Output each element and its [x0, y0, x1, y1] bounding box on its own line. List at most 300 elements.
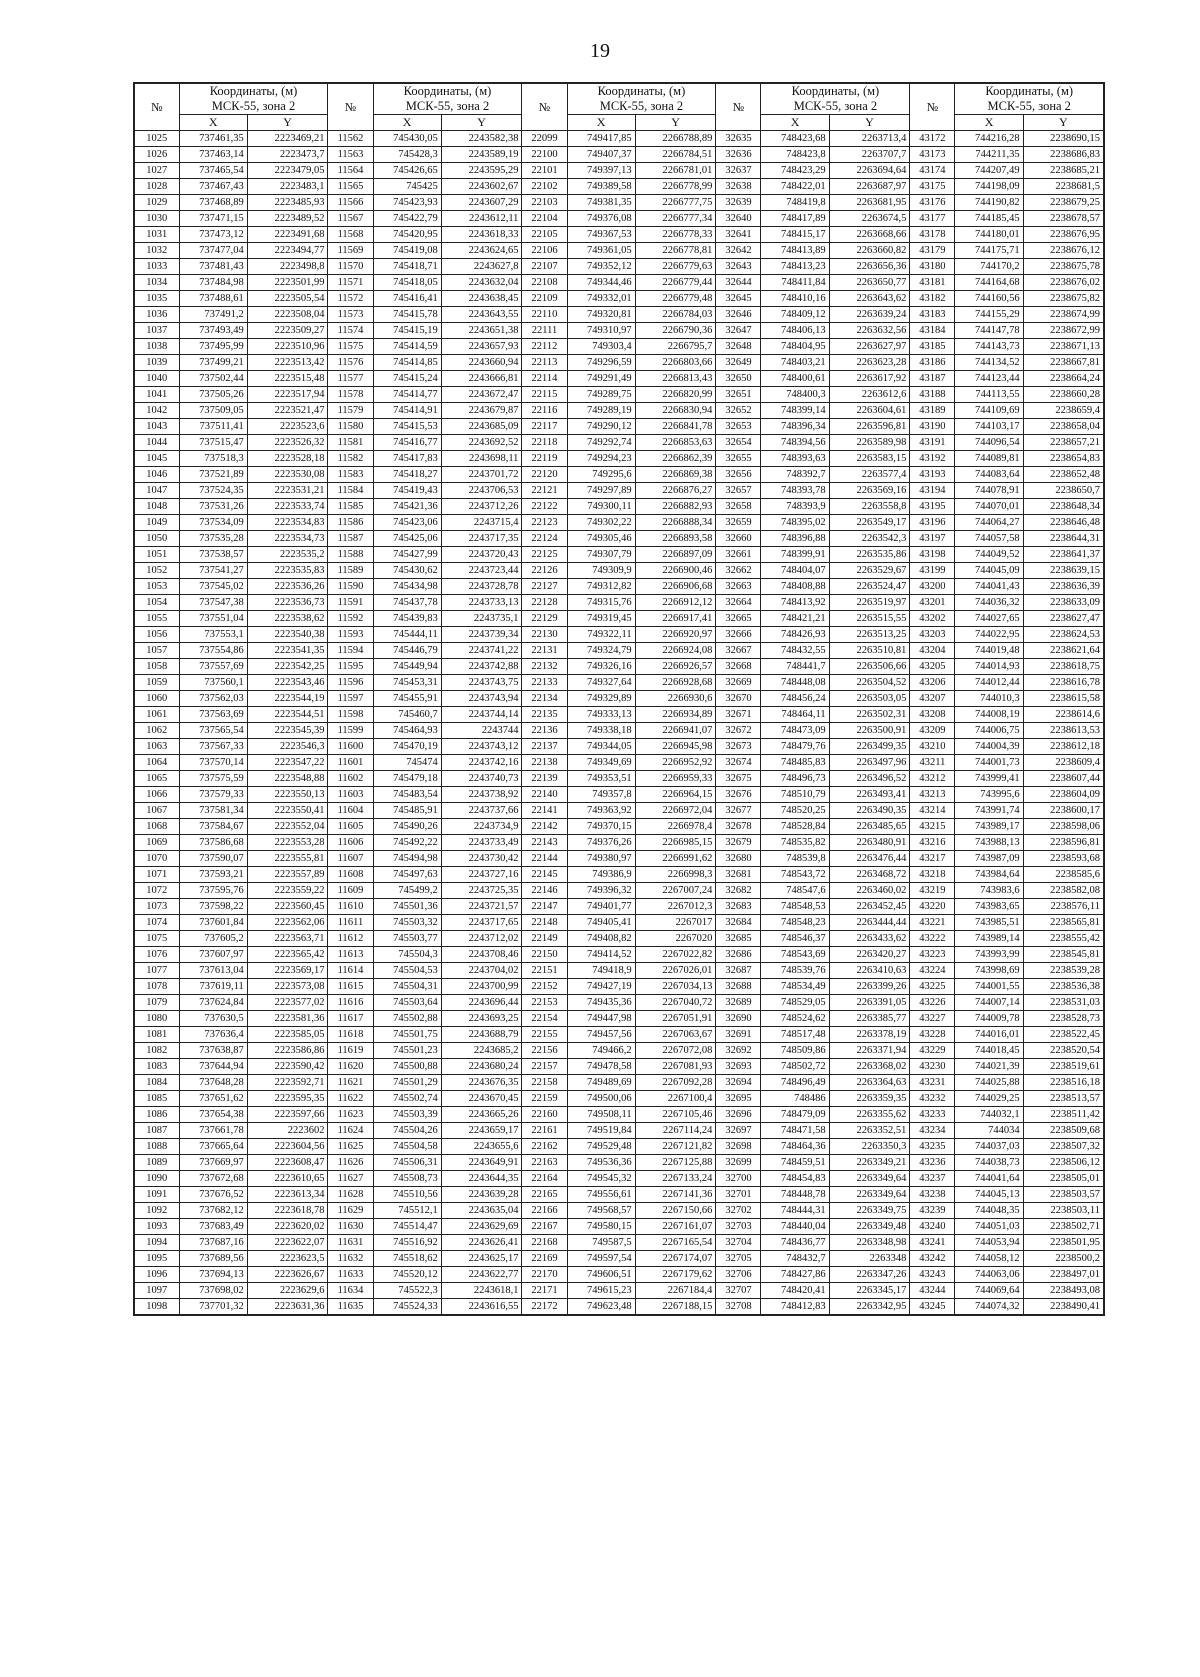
point-number: 22139 — [522, 771, 567, 787]
header-y: Y — [1023, 115, 1104, 131]
point-number: 22147 — [522, 899, 567, 915]
coord-x: 748454,83 — [761, 1171, 829, 1187]
coord-x: 749447,98 — [567, 1011, 635, 1027]
header-coordinates-title: Координаты, (м) — [209, 84, 298, 98]
coord-x: 737554,86 — [179, 643, 247, 659]
point-number: 22113 — [522, 355, 567, 371]
coord-y: 2263490,35 — [829, 803, 910, 819]
point-number: 32638 — [716, 179, 761, 195]
point-number: 32662 — [716, 563, 761, 579]
coord-y: 2263391,05 — [829, 995, 910, 1011]
point-number: 43230 — [910, 1059, 955, 1075]
point-number: 32669 — [716, 675, 761, 691]
table-row — [134, 291, 1104, 307]
table-row — [134, 131, 1104, 147]
point-number: 22114 — [522, 371, 567, 387]
point-number: 32700 — [716, 1171, 761, 1187]
table-row — [134, 483, 1104, 499]
point-number: 43204 — [910, 643, 955, 659]
point-number: 43199 — [910, 563, 955, 579]
coord-x: 748421,21 — [761, 611, 829, 627]
point-number: 1058 — [134, 659, 179, 675]
point-number: 11609 — [328, 883, 373, 899]
point-number: 22138 — [522, 755, 567, 771]
header-x: X — [761, 115, 829, 131]
coord-x: 737581,34 — [179, 803, 247, 819]
coord-y: 2243616,55 — [441, 1299, 522, 1316]
coord-y: 2243712,26 — [441, 499, 522, 515]
coord-x: 737654,38 — [179, 1107, 247, 1123]
point-number: 43216 — [910, 835, 955, 851]
coord-y: 2266779,48 — [635, 291, 716, 307]
point-number: 22118 — [522, 435, 567, 451]
point-number: 11588 — [328, 547, 373, 563]
coord-x: 748486 — [761, 1091, 829, 1107]
coord-x: 737565,54 — [179, 723, 247, 739]
header-x: X — [955, 115, 1023, 131]
coord-x: 737541,27 — [179, 563, 247, 579]
coord-y: 2238607,44 — [1023, 771, 1104, 787]
coord-x: 744198,09 — [955, 179, 1023, 195]
coord-x: 749396,32 — [567, 883, 635, 899]
coord-y: 2238614,6 — [1023, 707, 1104, 723]
point-number: 1061 — [134, 707, 179, 723]
point-number: 11563 — [328, 147, 373, 163]
point-number: 43194 — [910, 483, 955, 499]
point-number: 11592 — [328, 611, 373, 627]
point-number: 32637 — [716, 163, 761, 179]
coord-x: 744018,45 — [955, 1043, 1023, 1059]
point-number: 43187 — [910, 371, 955, 387]
coord-x: 745501,36 — [373, 899, 441, 915]
point-number: 11566 — [328, 195, 373, 211]
coord-y: 2263627,97 — [829, 339, 910, 355]
point-number: 32667 — [716, 643, 761, 659]
coord-x: 748539,8 — [761, 851, 829, 867]
point-number: 22145 — [522, 867, 567, 883]
coord-x: 737669,97 — [179, 1155, 247, 1171]
coord-y: 2243582,38 — [441, 131, 522, 147]
coord-x: 745508,73 — [373, 1171, 441, 1187]
coord-x: 745414,91 — [373, 403, 441, 419]
coord-y: 2266790,36 — [635, 323, 716, 339]
point-number: 1035 — [134, 291, 179, 307]
coord-x: 745501,75 — [373, 1027, 441, 1043]
coord-y: 2238565,81 — [1023, 915, 1104, 931]
point-number: 43238 — [910, 1187, 955, 1203]
coord-y: 2266930,6 — [635, 691, 716, 707]
coord-y: 2266998,3 — [635, 867, 716, 883]
coord-y: 2223550,13 — [247, 787, 328, 803]
coord-y: 2263535,86 — [829, 547, 910, 563]
coord-y: 2263378,19 — [829, 1027, 910, 1043]
point-number: 32691 — [716, 1027, 761, 1043]
point-number: 32692 — [716, 1043, 761, 1059]
point-number: 1062 — [134, 723, 179, 739]
coord-x: 748543,72 — [761, 867, 829, 883]
coord-x: 748415,17 — [761, 227, 829, 243]
coord-x: 748404,07 — [761, 563, 829, 579]
coord-x: 737461,35 — [179, 131, 247, 147]
table-row — [134, 1299, 1104, 1316]
point-number: 32668 — [716, 659, 761, 675]
coord-y: 2266830,94 — [635, 403, 716, 419]
coord-y: 2223483,1 — [247, 179, 328, 195]
point-number: 1050 — [134, 531, 179, 547]
table-row — [134, 787, 1104, 803]
point-number: 22141 — [522, 803, 567, 819]
point-number: 1039 — [134, 355, 179, 371]
point-number: 11594 — [328, 643, 373, 659]
coord-x: 749397,13 — [567, 163, 635, 179]
point-number: 43236 — [910, 1155, 955, 1171]
point-number: 11614 — [328, 963, 373, 979]
coord-x: 748393,78 — [761, 483, 829, 499]
coord-y: 2263502,31 — [829, 707, 910, 723]
coord-x: 744147,78 — [955, 323, 1023, 339]
point-number: 1074 — [134, 915, 179, 931]
point-number: 11635 — [328, 1299, 373, 1316]
coord-x: 745449,94 — [373, 659, 441, 675]
coord-y: 2238660,28 — [1023, 387, 1104, 403]
point-number: 43203 — [910, 627, 955, 643]
point-number: 43217 — [910, 851, 955, 867]
coord-x: 745414,77 — [373, 387, 441, 403]
coord-y: 2266972,04 — [635, 803, 716, 819]
point-number: 43215 — [910, 819, 955, 835]
coord-x: 749302,22 — [567, 515, 635, 531]
point-number: 11578 — [328, 387, 373, 403]
point-number: 32708 — [716, 1299, 761, 1316]
header-x: X — [567, 115, 635, 131]
coord-x: 749329,89 — [567, 691, 635, 707]
coord-y: 2223581,36 — [247, 1011, 328, 1027]
coord-y: 2266784,51 — [635, 147, 716, 163]
coord-y: 2266964,15 — [635, 787, 716, 803]
coord-x: 737605,2 — [179, 931, 247, 947]
table-row — [134, 1155, 1104, 1171]
coord-y: 2263410,63 — [829, 963, 910, 979]
point-number: 1088 — [134, 1139, 179, 1155]
coord-y: 2243708,46 — [441, 947, 522, 963]
coord-x: 745470,19 — [373, 739, 441, 755]
coord-x: 737607,97 — [179, 947, 247, 963]
point-number: 32643 — [716, 259, 761, 275]
point-number: 1037 — [134, 323, 179, 339]
point-number: 11576 — [328, 355, 373, 371]
coord-y: 2263496,52 — [829, 771, 910, 787]
coord-y: 2263468,72 — [829, 867, 910, 883]
coord-y: 2238612,18 — [1023, 739, 1104, 755]
coord-x: 748534,49 — [761, 979, 829, 995]
point-number: 1079 — [134, 995, 179, 1011]
coord-y: 2238555,42 — [1023, 931, 1104, 947]
coord-x: 748411,84 — [761, 275, 829, 291]
coord-x: 737648,28 — [179, 1075, 247, 1091]
point-number: 32688 — [716, 979, 761, 995]
coord-y: 2243685,2 — [441, 1043, 522, 1059]
coord-x: 748404,95 — [761, 339, 829, 355]
coord-x: 748548,23 — [761, 915, 829, 931]
point-number: 11628 — [328, 1187, 373, 1203]
coord-x: 737534,09 — [179, 515, 247, 531]
table-row — [134, 1235, 1104, 1251]
table-row — [134, 963, 1104, 979]
point-number: 43220 — [910, 899, 955, 915]
point-number: 1087 — [134, 1123, 179, 1139]
table-row — [134, 451, 1104, 467]
coord-y: 2238505,01 — [1023, 1171, 1104, 1187]
coord-y: 2243725,35 — [441, 883, 522, 899]
coord-y: 2267081,93 — [635, 1059, 716, 1075]
coord-y: 2238624,53 — [1023, 627, 1104, 643]
point-number: 11598 — [328, 707, 373, 723]
coord-x: 744012,44 — [955, 675, 1023, 691]
point-number: 1080 — [134, 1011, 179, 1027]
coord-y: 2266928,68 — [635, 675, 716, 691]
point-number: 32665 — [716, 611, 761, 627]
coord-y: 2263480,91 — [829, 835, 910, 851]
point-number: 1081 — [134, 1027, 179, 1043]
coord-y: 2238639,15 — [1023, 563, 1104, 579]
point-number: 43212 — [910, 771, 955, 787]
coord-x: 749305,46 — [567, 531, 635, 547]
coord-y: 2243680,24 — [441, 1059, 522, 1075]
coord-y: 2243639,28 — [441, 1187, 522, 1203]
coord-x: 737468,89 — [179, 195, 247, 211]
coord-x: 748393,9 — [761, 499, 829, 515]
point-number: 1078 — [134, 979, 179, 995]
coord-y: 2238681,5 — [1023, 179, 1104, 195]
point-number: 43231 — [910, 1075, 955, 1091]
point-number: 11610 — [328, 899, 373, 915]
point-number: 11633 — [328, 1267, 373, 1283]
coord-y: 2223534,83 — [247, 515, 328, 531]
coord-y: 2266945,98 — [635, 739, 716, 755]
coord-x: 745437,78 — [373, 595, 441, 611]
point-number: 1093 — [134, 1219, 179, 1235]
coord-y: 2238672,99 — [1023, 323, 1104, 339]
table-row — [134, 1171, 1104, 1187]
coord-x: 745512,1 — [373, 1203, 441, 1219]
point-number: 32689 — [716, 995, 761, 1011]
point-number: 22170 — [522, 1267, 567, 1283]
point-number: 22130 — [522, 627, 567, 643]
point-number: 32672 — [716, 723, 761, 739]
point-number: 32686 — [716, 947, 761, 963]
coord-x: 737694,13 — [179, 1267, 247, 1283]
point-number: 22110 — [522, 307, 567, 323]
coord-y: 2238497,01 — [1023, 1267, 1104, 1283]
point-number: 22135 — [522, 707, 567, 723]
coord-x: 748396,34 — [761, 419, 829, 435]
header-x: X — [373, 115, 441, 131]
point-number: 43229 — [910, 1043, 955, 1059]
coord-x: 748440,04 — [761, 1219, 829, 1235]
coord-x: 745518,62 — [373, 1251, 441, 1267]
table-row — [134, 1203, 1104, 1219]
point-number: 11612 — [328, 931, 373, 947]
point-number: 32651 — [716, 387, 761, 403]
coord-y: 2223562,06 — [247, 915, 328, 931]
coord-x: 748444,31 — [761, 1203, 829, 1219]
coord-x: 744057,58 — [955, 531, 1023, 547]
point-number: 11573 — [328, 307, 373, 323]
coordinates-table — [133, 82, 1105, 1316]
header-coordinates — [179, 83, 328, 115]
coord-y: 2238616,78 — [1023, 675, 1104, 691]
point-number: 32663 — [716, 579, 761, 595]
coord-y: 2266906,68 — [635, 579, 716, 595]
point-number: 22106 — [522, 243, 567, 259]
coord-y: 2243685,09 — [441, 419, 522, 435]
coord-x: 743989,14 — [955, 931, 1023, 947]
coord-y: 2266869,38 — [635, 467, 716, 483]
coord-x: 737575,59 — [179, 771, 247, 787]
point-number: 32683 — [716, 899, 761, 915]
coord-x: 745502,88 — [373, 1011, 441, 1027]
point-number: 32701 — [716, 1187, 761, 1203]
coord-y: 2243728,78 — [441, 579, 522, 595]
table-row — [134, 643, 1104, 659]
coord-y: 2243715,4 — [441, 515, 522, 531]
coord-y: 2243622,77 — [441, 1267, 522, 1283]
coord-x: 748517,48 — [761, 1027, 829, 1043]
coord-x: 748432,55 — [761, 643, 829, 659]
point-number: 43174 — [910, 163, 955, 179]
point-number: 32660 — [716, 531, 761, 547]
coord-x: 737511,41 — [179, 419, 247, 435]
point-number: 43196 — [910, 515, 955, 531]
coord-x: 737570,14 — [179, 755, 247, 771]
table-row — [134, 947, 1104, 963]
point-number: 32642 — [716, 243, 761, 259]
coord-y: 2266853,63 — [635, 435, 716, 451]
point-number: 22168 — [522, 1235, 567, 1251]
point-number: 1026 — [134, 147, 179, 163]
coord-y: 2266888,34 — [635, 515, 716, 531]
coord-y: 2223552,04 — [247, 819, 328, 835]
coord-y: 2223550,41 — [247, 803, 328, 819]
point-number: 11605 — [328, 819, 373, 835]
coord-x: 745510,56 — [373, 1187, 441, 1203]
point-number: 32661 — [716, 547, 761, 563]
coord-y: 2263674,5 — [829, 211, 910, 227]
coord-x: 745503,64 — [373, 995, 441, 1011]
coord-x: 745425,06 — [373, 531, 441, 547]
coord-x: 749519,84 — [567, 1123, 635, 1139]
point-number: 32676 — [716, 787, 761, 803]
coord-x: 745428,3 — [373, 147, 441, 163]
point-number: 22112 — [522, 339, 567, 355]
point-number: 43210 — [910, 739, 955, 755]
point-number: 32645 — [716, 291, 761, 307]
point-number: 1031 — [134, 227, 179, 243]
table-row — [134, 1139, 1104, 1155]
table-row — [134, 467, 1104, 483]
point-number: 11580 — [328, 419, 373, 435]
coord-y: 2263460,02 — [829, 883, 910, 899]
point-number: 1068 — [134, 819, 179, 835]
coord-y: 2263643,62 — [829, 291, 910, 307]
coord-y: 2243625,17 — [441, 1251, 522, 1267]
coord-y: 2263420,27 — [829, 947, 910, 963]
coord-y: 2223547,22 — [247, 755, 328, 771]
coord-y: 2263515,55 — [829, 611, 910, 627]
coord-x: 737689,56 — [179, 1251, 247, 1267]
coord-x: 748406,13 — [761, 323, 829, 339]
coord-x: 737481,43 — [179, 259, 247, 275]
coord-x: 749417,85 — [567, 131, 635, 147]
coord-y: 2243744 — [441, 723, 522, 739]
coord-y: 2223590,42 — [247, 1059, 328, 1075]
coord-x: 745483,54 — [373, 787, 441, 803]
point-number: 22108 — [522, 275, 567, 291]
coord-x: 749370,15 — [567, 819, 635, 835]
coord-y: 2243666,81 — [441, 371, 522, 387]
coord-y: 2266882,93 — [635, 499, 716, 515]
coord-y: 2263623,28 — [829, 355, 910, 371]
coord-x: 749536,36 — [567, 1155, 635, 1171]
point-number: 11632 — [328, 1251, 373, 1267]
coord-y: 2263569,16 — [829, 483, 910, 499]
point-number: 1067 — [134, 803, 179, 819]
table-row — [134, 243, 1104, 259]
table-row — [134, 179, 1104, 195]
coord-x: 749380,97 — [567, 851, 635, 867]
coord-x: 744008,19 — [955, 707, 1023, 723]
coord-y: 2243717,65 — [441, 915, 522, 931]
coord-x: 749319,45 — [567, 611, 635, 627]
coord-x: 744027,65 — [955, 611, 1023, 627]
coord-x: 745485,91 — [373, 803, 441, 819]
point-number: 43239 — [910, 1203, 955, 1219]
coord-x: 749295,6 — [567, 467, 635, 483]
coord-y: 2243595,29 — [441, 163, 522, 179]
coord-y: 2267022,82 — [635, 947, 716, 963]
coord-x: 744069,64 — [955, 1283, 1023, 1299]
coord-y: 2243660,94 — [441, 355, 522, 371]
coord-x: 745419,08 — [373, 243, 441, 259]
point-number: 43224 — [910, 963, 955, 979]
point-number: 43244 — [910, 1283, 955, 1299]
point-number: 1033 — [134, 259, 179, 275]
point-number: 11625 — [328, 1139, 373, 1155]
coord-x: 745423,06 — [373, 515, 441, 531]
coord-y: 2223533,74 — [247, 499, 328, 515]
coord-x: 745430,62 — [373, 563, 441, 579]
header-number: № — [522, 83, 567, 131]
coord-x: 744096,54 — [955, 435, 1023, 451]
coord-y: 2223569,17 — [247, 963, 328, 979]
point-number: 11590 — [328, 579, 373, 595]
point-number: 32640 — [716, 211, 761, 227]
point-number: 32649 — [716, 355, 761, 371]
point-number: 32702 — [716, 1203, 761, 1219]
coord-y: 2243717,35 — [441, 531, 522, 547]
point-number: 22142 — [522, 819, 567, 835]
coord-y: 2267141,36 — [635, 1187, 716, 1203]
point-number: 11568 — [328, 227, 373, 243]
coord-y: 2266978,4 — [635, 819, 716, 835]
point-number: 43188 — [910, 387, 955, 403]
header-x: X — [179, 115, 247, 131]
coord-x: 737672,68 — [179, 1171, 247, 1187]
point-number: 22125 — [522, 547, 567, 563]
coord-x: 749508,11 — [567, 1107, 635, 1123]
point-number: 11624 — [328, 1123, 373, 1139]
point-number: 1032 — [134, 243, 179, 259]
